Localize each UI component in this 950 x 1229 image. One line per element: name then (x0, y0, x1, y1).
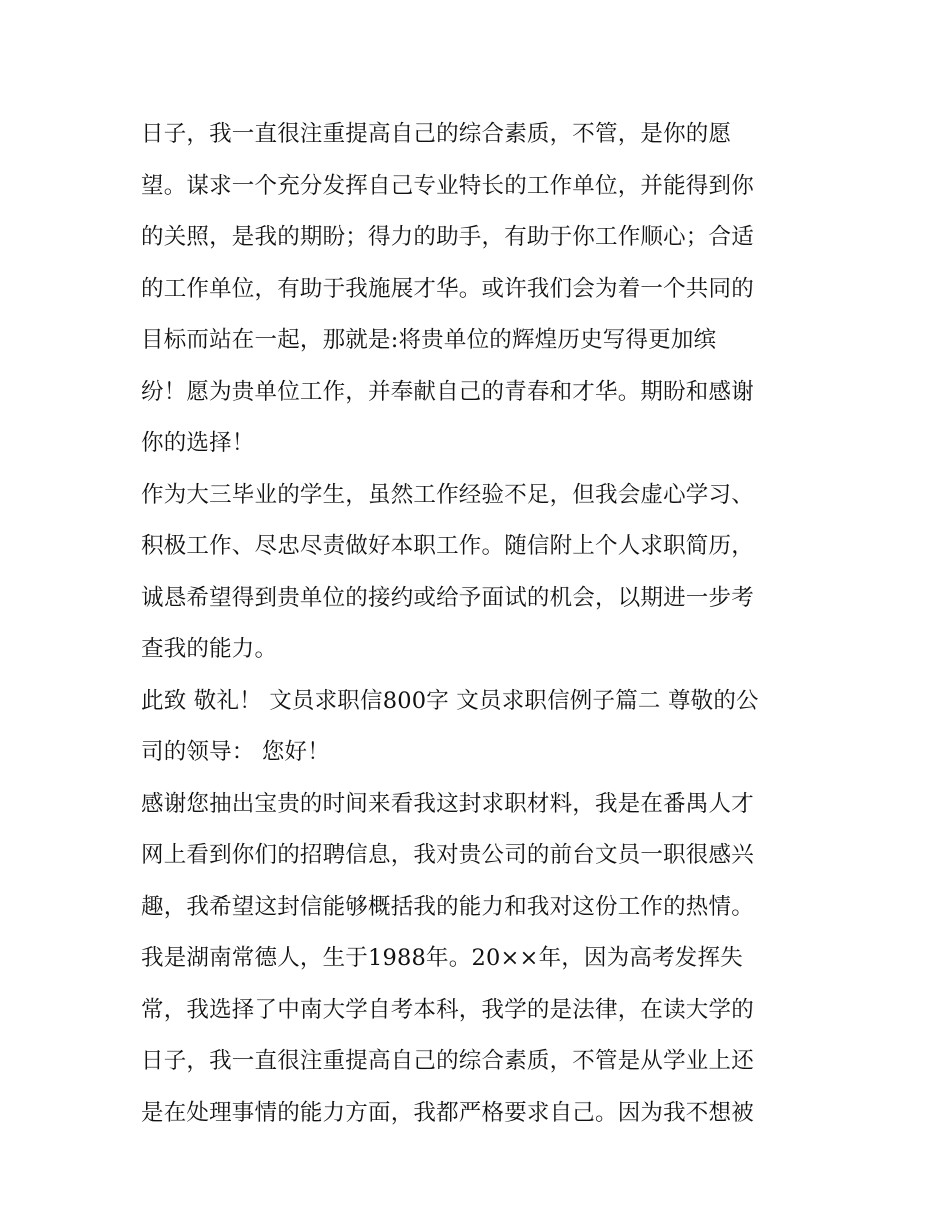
text-line: 作为大三毕业的学生，虽然工作经验不足，但我会虚心学习、 (141, 481, 754, 508)
text-line: 日子，我一直很注重提高自己的综合素质，不管，是你的愿 (141, 121, 732, 147)
text-line: 纷！愿为贵单位工作，并奉献自己的青春和才华。期盼和感谢 (141, 378, 754, 405)
text-line: 目标而站在一起，那就是:将贵单位的辉煌历史写得更加缤 (141, 327, 717, 353)
text-line: 积极工作、尽忠尽责做好本职工作。随信附上个人求职简历， (141, 533, 754, 559)
text-line: 感谢您抽出宝贵的时间来看我这封求职材料，我是在番禺人才 (141, 790, 754, 817)
text-line: 趣，我希望这封信能够概括我的能力和我对这份工作的热情。 (141, 893, 754, 920)
text-line: 的关照，是我的期盼；得力的助手，有助于你工作顺心；合适 (141, 224, 754, 250)
document-body (141, 109, 821, 1139)
text-line: 此致 敬礼！ 文员求职信800字 文员求职信例子篇二 尊敬的公 (141, 687, 759, 714)
text-line: 我是湖南常德人，生于1988年。20××年，因为高考发挥失 (141, 945, 743, 971)
text-line: 查我的能力。 (141, 636, 278, 662)
text-line: 司的领导： 您好！ (141, 739, 330, 765)
text-line: 是在处理事情的能力方面，我都严格要求自己。因为我不想被 (141, 1099, 754, 1126)
text-line: 日子，我一直很注重提高自己的综合素质，不管是从学业上还 (141, 1048, 754, 1074)
text-line: 你的选择！ (141, 430, 255, 456)
text-line: 望。谋求一个充分发挥自己专业特长的工作单位，并能得到你 (141, 172, 754, 199)
text-line: 常，我选择了中南大学自考本科，我学的是法律，在读大学的 (141, 996, 754, 1023)
text-line: 的工作单位，有助于我施展才华。或许我们会为着一个共同的 (141, 275, 754, 302)
text-line: 网上看到你们的招聘信息，我对贵公司的前台文员一职很感兴 (141, 842, 754, 868)
text-line: 诚恳希望得到贵单位的接约或给予面试的机会，以期进一步考 (141, 584, 754, 611)
